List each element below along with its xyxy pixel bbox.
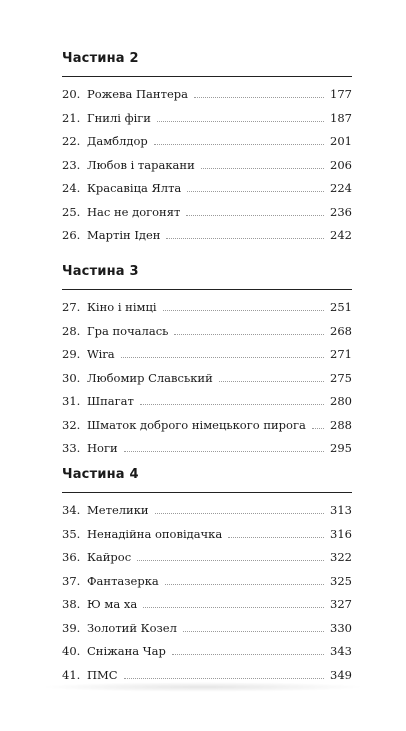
page-number: 268 bbox=[330, 323, 352, 338]
chapter-number: 20. bbox=[62, 87, 81, 101]
toc-entry bbox=[62, 617, 352, 641]
page-number: 206 bbox=[330, 157, 352, 172]
section-divider bbox=[62, 492, 352, 493]
page-number: 251 bbox=[330, 300, 352, 314]
chapter-number: 28. bbox=[62, 323, 81, 338]
dot-leader bbox=[194, 97, 324, 98]
chapter-number: 24. bbox=[62, 181, 81, 195]
toc-entry bbox=[62, 593, 352, 617]
chapter-number: 35. bbox=[62, 526, 81, 541]
toc-entry bbox=[62, 343, 352, 367]
dot-leader bbox=[174, 334, 324, 335]
page-number: 349 bbox=[330, 667, 352, 682]
chapter-title: Кайрос bbox=[87, 550, 132, 564]
chapter-title: ПМС bbox=[87, 667, 118, 682]
toc-entry bbox=[62, 154, 352, 178]
chapter-title: Метелики bbox=[87, 503, 149, 517]
chapter-number: 22. bbox=[62, 134, 81, 148]
section-divider bbox=[62, 76, 352, 77]
toc-section bbox=[62, 466, 352, 687]
toc-entry bbox=[62, 107, 352, 131]
chapter-number: 33. bbox=[62, 441, 81, 455]
dot-leader bbox=[124, 678, 324, 679]
page-number: 187 bbox=[330, 110, 352, 125]
page-number: 280 bbox=[330, 394, 352, 408]
dot-leader bbox=[124, 451, 324, 452]
chapter-title: Любов і таракани bbox=[87, 157, 195, 172]
dot-leader bbox=[154, 144, 324, 145]
dot-leader bbox=[228, 537, 324, 538]
chapter-title: Рожева Пантера bbox=[87, 87, 188, 101]
chapter-title: Любомир Славський bbox=[87, 370, 213, 385]
page-number: 343 bbox=[330, 644, 352, 658]
page-number: 327 bbox=[330, 597, 352, 611]
chapter-title: Сніжана Чар bbox=[87, 644, 166, 658]
toc-entry bbox=[62, 201, 352, 225]
chapter-number: 21. bbox=[62, 110, 81, 125]
chapter-title: Гра почалась bbox=[87, 323, 169, 338]
dot-leader bbox=[166, 238, 324, 239]
toc-entry bbox=[62, 664, 352, 688]
toc-entry bbox=[62, 437, 352, 461]
page-number: 224 bbox=[330, 181, 352, 195]
chapter-number: 39. bbox=[62, 620, 81, 635]
toc-entry bbox=[62, 390, 352, 414]
chapter-title: Гнилі фіги bbox=[87, 110, 151, 125]
toc-section bbox=[62, 263, 352, 461]
toc-entry bbox=[62, 320, 352, 344]
toc-entry bbox=[62, 367, 352, 391]
toc-entry bbox=[62, 83, 352, 107]
section-divider bbox=[62, 289, 352, 290]
dot-leader bbox=[121, 357, 324, 358]
toc-entry bbox=[62, 546, 352, 570]
chapter-number: 23. bbox=[62, 157, 81, 172]
toc-entry bbox=[62, 414, 352, 438]
chapter-number: 36. bbox=[62, 550, 81, 564]
chapter-title: Wira bbox=[87, 347, 115, 361]
page-number: 322 bbox=[330, 550, 352, 564]
chapter-number: 30. bbox=[62, 370, 81, 385]
toc-entry bbox=[62, 570, 352, 594]
chapter-title: Золотий Козел bbox=[87, 620, 177, 635]
section-title: Частина 2 bbox=[62, 51, 139, 66]
dot-leader bbox=[143, 607, 324, 608]
toc-entry bbox=[62, 499, 352, 523]
dot-leader bbox=[157, 121, 324, 122]
section-title: Частина 4 bbox=[62, 467, 139, 482]
page-number: 275 bbox=[330, 370, 352, 385]
chapter-title: Ю ма ха bbox=[87, 597, 138, 611]
section-title: Частина 3 bbox=[62, 264, 139, 279]
dot-leader bbox=[183, 631, 324, 632]
chapter-title: Нас не догонят bbox=[87, 204, 181, 219]
chapter-title: Шматок доброго німецького пирога bbox=[87, 417, 306, 432]
chapter-title: Фантазерка bbox=[87, 573, 159, 588]
chapter-number: 25. bbox=[62, 204, 81, 219]
dot-leader bbox=[219, 381, 324, 382]
chapter-number: 38. bbox=[62, 597, 81, 611]
page-number: 201 bbox=[330, 134, 352, 148]
chapter-number: 37. bbox=[62, 573, 81, 588]
chapter-title: Красавіца Ялта bbox=[87, 181, 182, 195]
dot-leader bbox=[140, 404, 324, 405]
chapter-number: 31. bbox=[62, 394, 81, 408]
chapter-title: Шпагат bbox=[87, 394, 134, 408]
toc-entry bbox=[62, 640, 352, 664]
page-number: 288 bbox=[330, 417, 352, 432]
dot-leader bbox=[187, 191, 324, 192]
page-number: 330 bbox=[330, 620, 352, 635]
chapter-number: 41. bbox=[62, 667, 81, 682]
toc-entry bbox=[62, 296, 352, 320]
chapter-title: Кіно і німці bbox=[87, 300, 157, 314]
page-number: 242 bbox=[330, 228, 352, 242]
toc-entry bbox=[62, 130, 352, 154]
dot-leader bbox=[163, 310, 324, 311]
chapter-number: 26. bbox=[62, 228, 81, 242]
toc-entry bbox=[62, 224, 352, 248]
page-number: 325 bbox=[330, 573, 352, 588]
chapter-number: 34. bbox=[62, 503, 81, 517]
chapter-number: 27. bbox=[62, 300, 81, 314]
chapter-number: 29. bbox=[62, 347, 81, 361]
dot-leader bbox=[165, 584, 324, 585]
dot-leader bbox=[155, 513, 324, 514]
chapter-title: Ноги bbox=[87, 441, 118, 455]
dot-leader bbox=[312, 428, 324, 429]
toc-section bbox=[62, 50, 352, 248]
dot-leader bbox=[201, 168, 324, 169]
chapter-title: Дамблдор bbox=[87, 134, 148, 148]
page-number: 271 bbox=[330, 347, 352, 361]
chapter-title: Ненадійна оповідачка bbox=[87, 526, 223, 541]
page-number: 236 bbox=[330, 204, 352, 219]
chapter-number: 32. bbox=[62, 417, 81, 432]
page-number: 316 bbox=[330, 526, 352, 541]
chapter-title: Мартін Іден bbox=[87, 228, 161, 242]
dot-leader bbox=[172, 654, 324, 655]
page-number: 313 bbox=[330, 503, 352, 517]
toc-entry bbox=[62, 177, 352, 201]
page-number: 177 bbox=[330, 87, 352, 101]
dot-leader bbox=[137, 560, 324, 561]
dot-leader bbox=[186, 215, 324, 216]
toc-entry bbox=[62, 523, 352, 547]
page-number: 295 bbox=[330, 441, 352, 455]
chapter-number: 40. bbox=[62, 644, 81, 658]
